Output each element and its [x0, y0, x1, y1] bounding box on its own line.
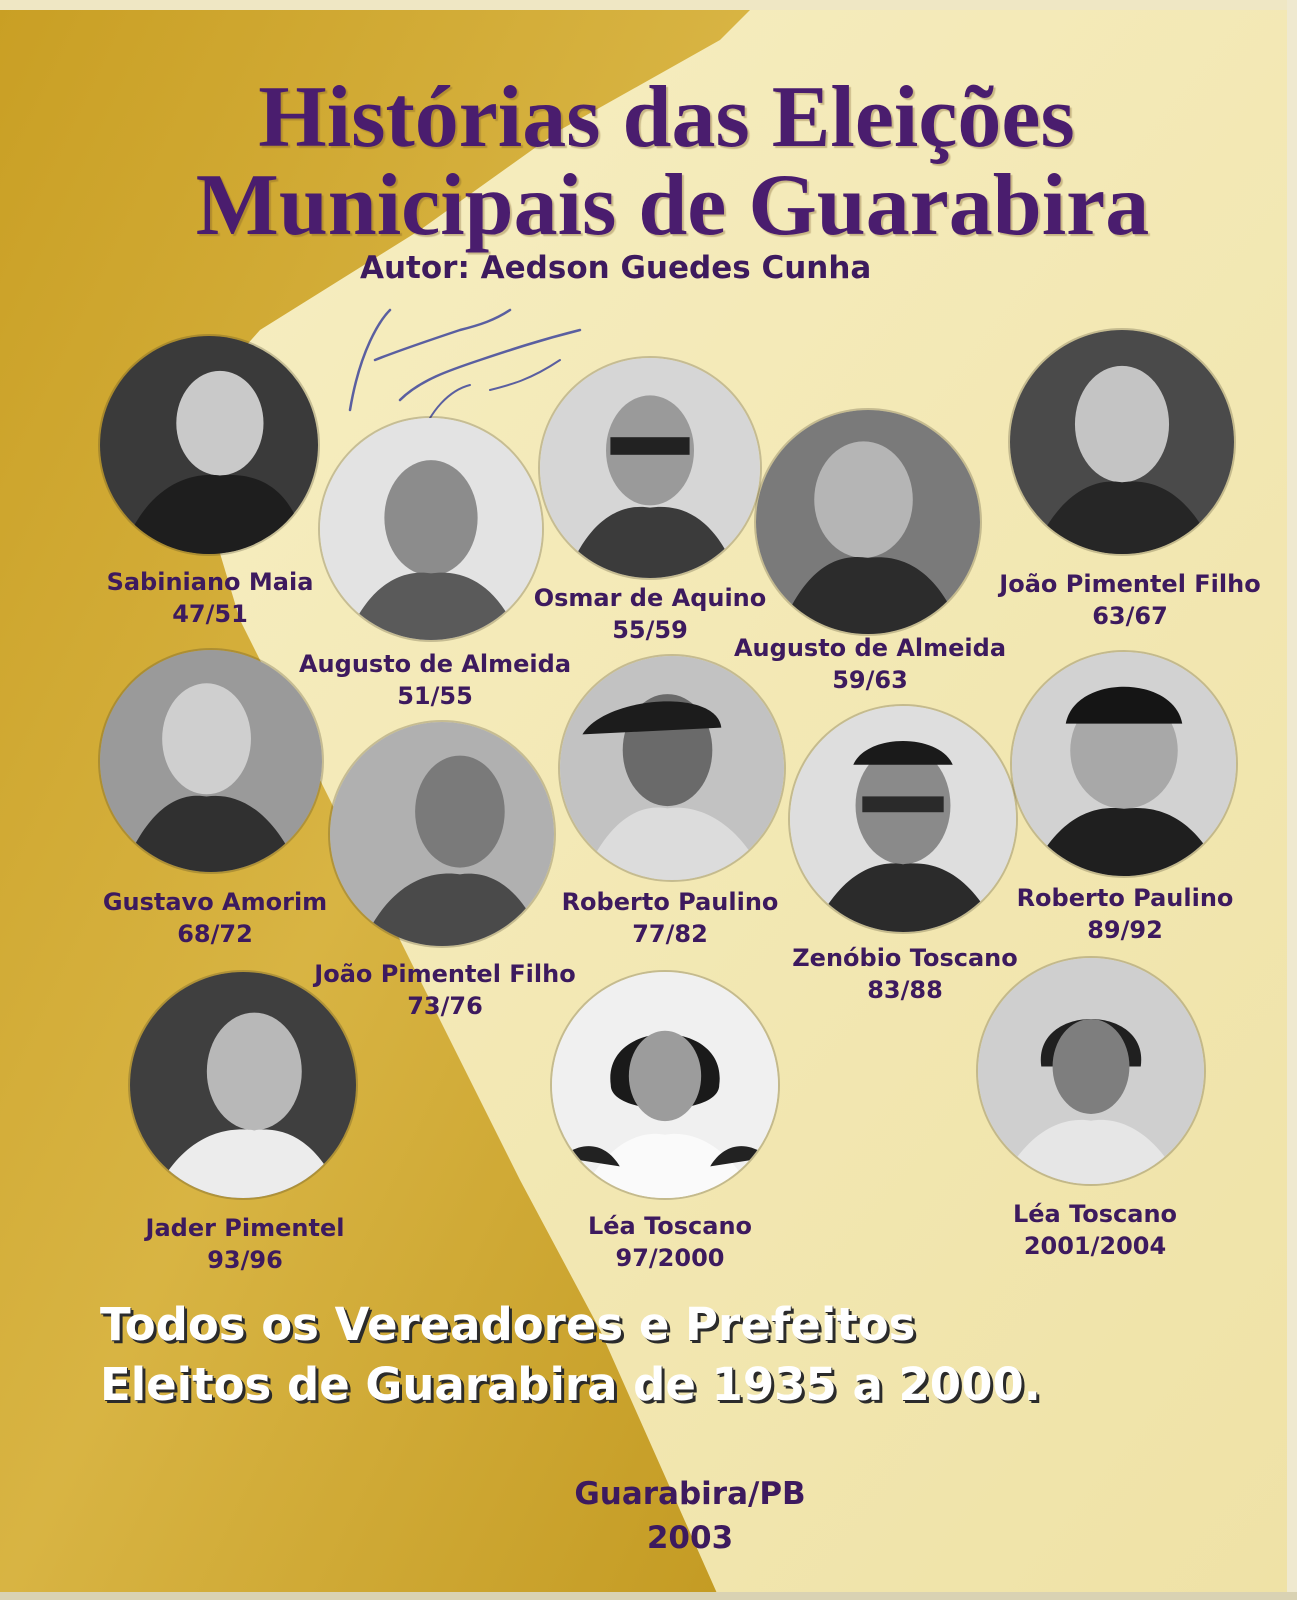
- portrait-roberto-paulino-77: [560, 656, 784, 880]
- mayor-name: Sabiniano Maia: [106, 568, 314, 596]
- portrait-sabiniano-maia: [100, 336, 318, 554]
- mayor-name: Osmar de Aquino: [533, 584, 767, 612]
- subtitle-line-2: Eleitos de Guarabira de 1935 a 2000.: [100, 1358, 1041, 1411]
- mayor-name: Roberto Paulino: [1016, 884, 1234, 912]
- mayor-name: Jader Pimentel: [145, 1214, 345, 1242]
- caption-augusto-de-almeida-59: [720, 632, 1020, 696]
- mayor-term: 77/82: [632, 920, 708, 948]
- caption-roberto-paulino-89: [995, 882, 1255, 946]
- portrait-jader-pimentel: [130, 972, 356, 1198]
- mayor-term: 73/76: [407, 992, 483, 1020]
- mayor-term: 55/59: [612, 616, 688, 644]
- portrait-gustavo-amorim: [100, 650, 322, 872]
- portrait-osmar-de-aquino: [540, 358, 760, 578]
- caption-jader-pimentel: [120, 1212, 370, 1276]
- mayor-name: Zenóbio Toscano: [792, 944, 1018, 972]
- portrait-lea-toscano-2001: [978, 958, 1204, 1184]
- caption-roberto-paulino-77: [540, 886, 800, 950]
- caption-joao-pimentel-filho-63: [980, 568, 1280, 632]
- mayor-name: João Pimentel Filho: [314, 960, 576, 988]
- mayor-name: Gustavo Amorim: [102, 888, 328, 916]
- mayor-name: Augusto de Almeida: [733, 634, 1007, 662]
- mayor-term: 63/67: [1092, 602, 1168, 630]
- mayor-term: 59/63: [832, 666, 908, 694]
- mayor-term: 51/55: [397, 682, 473, 710]
- caption-augusto-de-almeida-51: [280, 648, 590, 712]
- book-title-line-1: Histórias das Eleições: [258, 69, 1075, 166]
- caption-lea-toscano-2001: [970, 1198, 1220, 1262]
- mayor-term: 68/72: [177, 920, 253, 948]
- mayor-term: 83/88: [867, 976, 943, 1004]
- caption-sabiniano-maia: [90, 566, 330, 630]
- mayor-name: Augusto de Almeida: [298, 650, 572, 678]
- caption-joao-pimentel-filho-73: [295, 958, 595, 1022]
- portrait-augusto-de-almeida-51: [320, 418, 542, 640]
- book-author: Autor: Aedson Guedes Cunha: [360, 250, 872, 286]
- mayor-term: 93/96: [207, 1246, 283, 1274]
- portrait-lea-toscano-97: [552, 972, 778, 1198]
- portrait-zenobio-toscano: [790, 706, 1016, 932]
- caption-lea-toscano-97: [550, 1210, 790, 1274]
- publication-place: Guarabira/PB: [574, 1476, 806, 1512]
- mayor-name: Léa Toscano: [1012, 1200, 1178, 1228]
- portrait-joao-pimentel-filho-63: [1010, 330, 1234, 554]
- subtitle-line-1: Todos os Vereadores e Prefeitos: [100, 1298, 916, 1351]
- mayor-term: 47/51: [172, 600, 248, 628]
- mayor-term: 2001/2004: [1023, 1232, 1167, 1260]
- portrait-joao-pimentel-filho-73: [330, 722, 554, 946]
- caption-gustavo-amorim: [90, 886, 340, 950]
- mayor-term: 97/2000: [615, 1244, 725, 1272]
- mayor-name: Roberto Paulino: [561, 888, 779, 916]
- book-title-line-2: Municipais de Guarabira: [195, 157, 1150, 254]
- mayor-term: 89/92: [1087, 916, 1163, 944]
- portrait-roberto-paulino-89: [1012, 652, 1236, 876]
- mayor-name: Léa Toscano: [587, 1212, 753, 1240]
- portrait-augusto-de-almeida-59: [756, 410, 980, 634]
- mayor-name: João Pimentel Filho: [999, 570, 1261, 598]
- publication-year: 2003: [646, 1520, 734, 1556]
